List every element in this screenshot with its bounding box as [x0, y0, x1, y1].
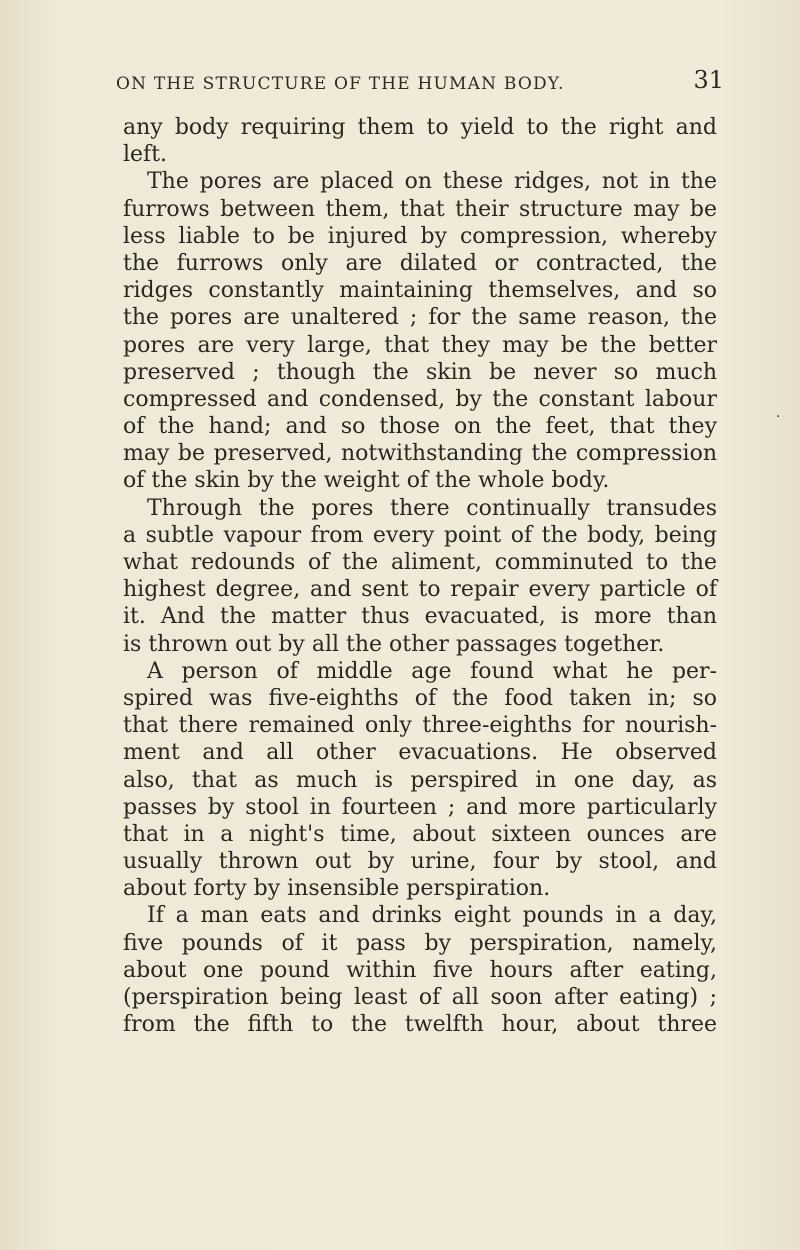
- text-line-23: that there remained only three-eighths for nourish-: [123, 713, 717, 739]
- text-line-15: Through the pores there continually transudes: [147, 495, 717, 521]
- text-line-4: furrows between them, that their structure may be: [123, 196, 717, 222]
- text-line-5: less liable to be injured by compression, whereby: [123, 223, 717, 249]
- text-line-20: is thrown out by all the other passages together.: [123, 631, 665, 657]
- text-line-27: that in a night's time, about sixteen ounces are: [123, 821, 717, 847]
- text-line-31: five pounds of it pass by perspiration, namely,: [123, 930, 717, 956]
- text-line-8: the pores are unaltered ; for the same reason, the: [123, 305, 717, 331]
- text-line-13: may be preserved, notwithstanding the compression: [123, 441, 717, 467]
- text-line-32: about one pound within five hours after eating,: [123, 957, 717, 983]
- text-line-26: passes by stool in fourteen ; and more particularly: [123, 794, 717, 820]
- text-line-22: spired was five-eighths of the food taken in; so: [123, 685, 717, 711]
- text-line-28: usually thrown out by urine, four by stool, and: [123, 849, 717, 875]
- body-text: [123, 114, 717, 1038]
- text-line-9: pores are very large, that they may be the better: [123, 332, 717, 358]
- text-line-10: preserved ; though the skin be never so much: [123, 359, 717, 385]
- running-head: ON THE STRUCTURE OF THE HUMAN BODY.: [116, 74, 565, 94]
- text-line-3: The pores are placed on these ridges, not in the: [147, 169, 717, 195]
- text-line-2: left.: [123, 142, 168, 168]
- margin-mark: .: [776, 405, 781, 421]
- page-header: [96, 66, 724, 106]
- text-line-29: about forty by insensible perspiration.: [123, 876, 551, 902]
- text-line-19: it. And the matter thus evacuated, is more than: [123, 604, 717, 630]
- text-line-6: the furrows only are dilated or contracted, the: [123, 250, 717, 276]
- text-line-16: a subtle vapour from every point of the body, being: [123, 522, 717, 548]
- text-line-21: A person of middle age found what he per-: [147, 658, 717, 684]
- text-line-7: ridges constantly maintaining themselves, and so: [123, 278, 717, 304]
- text-line-17: what redounds of the aliment, comminuted to the: [123, 550, 717, 575]
- text-line-25: also, that as much is perspired in one day, as: [123, 767, 717, 793]
- page-number: 31: [693, 66, 724, 94]
- text-line-12: of the hand; and so those on the feet, that they: [123, 414, 717, 440]
- text-line-18: highest degree, and sent to repair every particle of: [123, 577, 717, 603]
- text-line-34: from the fifth to the twelfth hour, about three: [123, 1012, 717, 1038]
- text-line-30: If a man eats and drinks eight pounds in a day,: [147, 903, 717, 929]
- text-line-11: compressed and condensed, by the constant labour: [123, 386, 717, 412]
- text-line-24: ment and all other evacuations. He observed: [123, 740, 717, 766]
- text-line-1: any body requiring them to yield to the right and: [123, 115, 717, 140]
- text-line-14: of the skin by the weight of the whole body.: [123, 468, 610, 494]
- text-line-33: (perspiration being least of all soon after eating) ;: [123, 985, 717, 1010]
